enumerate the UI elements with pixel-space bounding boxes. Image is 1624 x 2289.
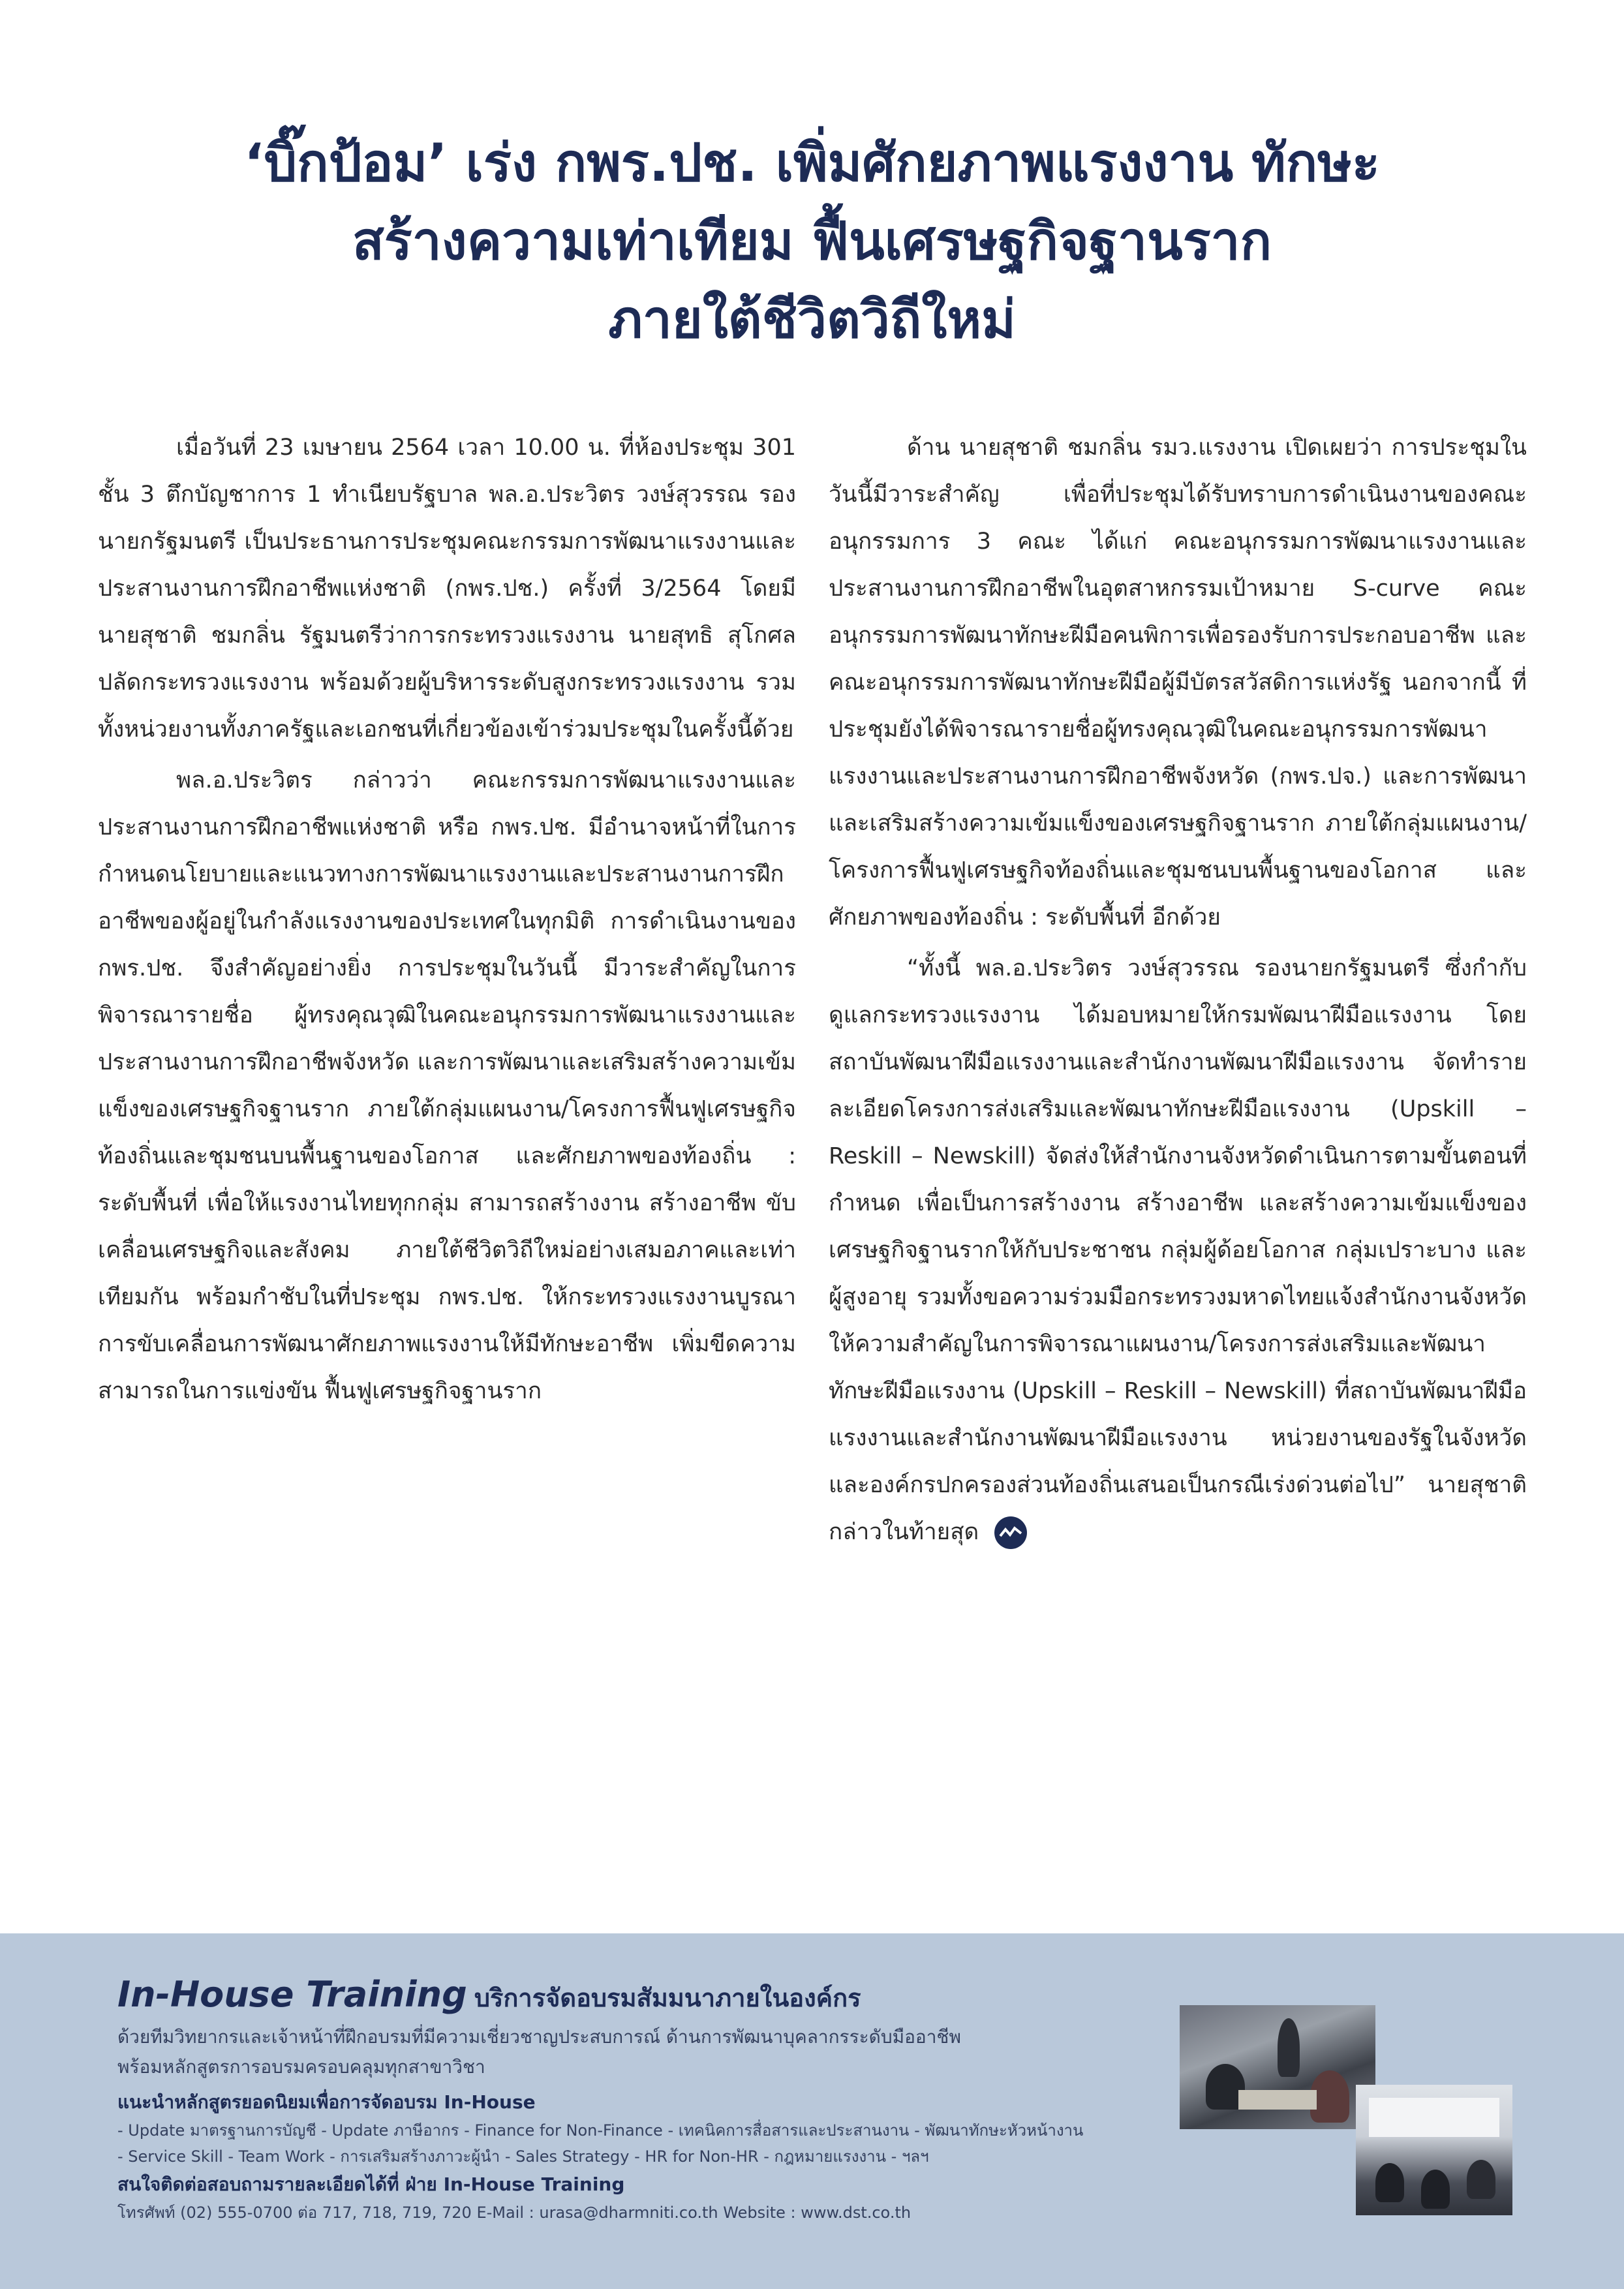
right-column xyxy=(829,424,1527,1559)
left-paragraph-2: พล.อ.ประวิตร กล่าวว่า คณะกรรมการพัฒนาแรงงานและประสานงานการฝึกอาชีพแห่งชาติ หรือ กพร.ปช. มีอำนาจหน้าที่ในการกำหนดนโยบายและแนวทางการพัฒนาแรงงานและประสานงานการฝึกอาชีพของผู้อยู่ในกำลังแรงงานของประเทศในทุกมิติ การดำเนินงานของ กพร.ปช. จึงสำคัญอย่างยิ่ง การประชุมในวันนี้ มีวาระสำคัญในการพิจารณารายชื่อ ผู้ทรงคุณวุฒิในคณะอนุกรรมการพัฒนาแรงงานและประสานงานการฝึกอาชีพจังหวัด และการพัฒนาและเสริมสร้างความเข้มแข็งของเศรษฐกิจฐานราก ภายใต้กลุ่มแผนงาน/โครงการฟื้นฟูเศรษฐกิจท้องถิ่นและชุมชนบนพื้นฐานของโอกาส และศักยภาพของท้องถิ่น : ระดับพื้นที่ เพื่อให้แรงงานไทยทุกกลุ่ม สามารถสร้างงาน สร้างอาชีพ ขับเคลื่อนเศรษฐกิจและสังคม ภายใต้ชีวิตวิถีใหม่อย่างเสมอภาคและเท่าเทียมกัน พร้อมกำชับในที่ประชุม กพร.ปช. ให้กระทรวงแรงงานบูรณาการขับเคลื่อนการพัฒนาศักยภาพแรงงานให้มีทักษะอาชีพ เพิ่มขีดความสามารถในการแข่งขัน ฟื้นฟูเศรษฐกิจฐานราก xyxy=(98,767,796,1404)
contact-line: โทรศัพท์ (02) 555-0700 ต่อ 717, 718, 719, 720 E-Mail : urasa@dharmniti.co.th Website : www.dst.co.th xyxy=(117,2204,912,2222)
banner-title xyxy=(117,1974,861,2018)
right-paragraph-1: ด้าน นายสุชาติ ชมกลิ่น รมว.แรงงาน เปิดเผยว่า การประชุมในวันนี้มีวาระสำคัญ เพื่อที่ประชุมได้รับทราบการดำเนินงานของคณะอนุกรรมการ 3 คณะ ได้แก่ คณะอนุกรรมการพัฒนาแรงงานและประสานงานการฝึกอาชีพในอุตสาหกรรมเป้าหมาย S-curve คณะอนุกรรมการพัฒนาทักษะฝีมือคนพิการเพื่อรองรับการประกอบอาชีพ และคณะอนุกรรมการพัฒนาทักษะฝีมือผู้มีบัตรสวัสดิการแห่งรัฐ นอกจากนี้ ที่ประชุมยังได้พิจารณารายชื่อผู้ทรงคุณวุฒิในคณะอนุกรรมการพัฒนาแรงงานและประสานงานการฝึกอาชีพจังหวัด (กพร.ปจ.) และการพัฒนาและเสริมสร้างความเข้มแข็งของเศรษฐกิจฐานราก ภายใต้กลุ่มแผนงาน/โครงการฟื้นฟูเศรษฐกิจท้องถิ่นและชุมชนบนพื้นฐานของโอกาส และศักยภาพของท้องถิ่น : ระดับพื้นที่ อีกด้วย xyxy=(829,435,1527,930)
right-paragraph-2-text: “ทั้งนี้ พล.อ.ประวิตร วงษ์สุวรรณ รองนายกรัฐมนตรี ซึ่งกำกับดูแลกระทรวงแรงงาน ได้มอบหมายให้กรมพัฒนาฝีมือแรงงาน โดยสถาบันพัฒนาฝีมือแรงงานและสำนักงานพัฒนาฝีมือแรงงาน จัดทำรายละเอียดโครงการส่งเสริมและพัฒนาทักษะฝีมือแรงงาน (Upskill – Reskill – Newskill) จัดส่งให้สำนักงานจังหวัดดำเนินการตามขั้นตอนที่กำหนด เพื่อเป็นการสร้างงาน สร้างอาชีพ และสร้างความเข้มแข็งของเศรษฐกิจฐานรากให้กับประชาชน กลุ่มผู้ด้อยโอกาส กลุ่มเปราะบาง และผู้สูงอายุ รวมทั้งขอความร่วมมือกระทรวงมหาดไทยแจ้งสำนักงานจังหวัดให้ความสำคัญในการพิจารณาแผนงาน/โครงการส่งเสริมและพัฒนาทักษะฝีมือแรงงาน (Upskill – Reskill – Newskill) ที่สถาบันพัฒนาฝีมือแรงงานและสำนักงานพัฒนาฝีมือแรงงาน หน่วยงานของรัฐในจังหวัดและองค์กรปกครองส่วนท้องถิ่นเสนอเป็นกรณีเร่งด่วนต่อไป” นายสุชาติ กล่าวในท้ายสุด xyxy=(829,955,1527,1545)
in-house-training-banner xyxy=(0,1933,1624,2289)
contact-heading: สนใจติดต่อสอบถามรายละเอียดได้ที่ ฝ่าย In-House Training xyxy=(117,2174,625,2195)
courses-line-1: - Update มาตรฐานการบัญชี - Update ภาษีอากร - Finance for Non-Finance - เทคนิคการสื่อสารและประสานงาน - พัฒนาทักษะหัวหน้างาน xyxy=(117,2121,1084,2140)
training-photo-1 xyxy=(1180,2005,1375,2129)
right-paragraph-2 xyxy=(829,945,1527,1556)
headline-line-3: ภายใต้ชีวิตวิถีใหม่ xyxy=(608,289,1016,350)
headline-line-1: ‘บิ๊กป้อม’ เร่ง กพร.ปช. เพิ่มศักยภาพแรงงาน ทักษะ xyxy=(244,132,1380,193)
banner-title-sub: บริการจัดอบรมสัมมนาภายในองค์กร xyxy=(474,1984,861,2012)
left-column xyxy=(98,424,796,1419)
courses-line-2: - Service Skill - Team Work - การเสริมสร้างภาวะผู้นำ - Sales Strategy - HR for Non-HR - กฎหมายแรงงาน - ฯลฯ xyxy=(117,2147,929,2166)
courses-heading: แนะนำหลักสูตรยอดนิยมเพื่อการจัดอบรม In-House xyxy=(117,2091,536,2113)
banner-body xyxy=(117,2022,1135,2226)
left-paragraph-1: เมื่อวันที่ 23 เมษายน 2564 เวลา 10.00 น. ที่ห้องประชุม 301 ชั้น 3 ตึกบัญชาการ 1 ทำเนียบรัฐบาล พล.อ.ประวิตร วงษ์สุวรรณ รองนายกรัฐมนตรี เป็นประธานการประชุมคณะกรรมการพัฒนาแรงงานและประสานงานการฝึกอาชีพแห่งชาติ (กพร.ปช.) ครั้งที่ 3/2564 โดยมี นายสุชาติ ชมกลิ่น รัฐมนตรีว่าการกระทรวงแรงงาน นายสุทธิ สุโกศล ปลัดกระทรวงแรงงาน พร้อมด้วยผู้บริหารระดับสูงกระทรวงแรงงาน รวมทั้งหน่วยงานทั้งภาครัฐและเอกชนที่เกี่ยวข้องเข้าร่วมประชุมในครั้งนี้ด้วย xyxy=(98,435,796,743)
training-photo-2 xyxy=(1356,2085,1512,2215)
banner-line-1: ด้วยทีมวิทยากรและเจ้าหน้าที่ฝึกอบรมที่มีความเชี่ยวชาญประสบการณ์ ด้านการพัฒนาบุคลากรระดับมืออาชีพ xyxy=(117,2026,961,2048)
banner-title-main: In-House Training xyxy=(117,1974,467,2015)
headline-line-2: สร้างความเท่าเทียม ฟื้นเศรษฐกิจฐานราก xyxy=(352,211,1272,271)
banner-line-2: พร้อมหลักสูตรการอบรมครอบคลุมทุกสาขาวิชา xyxy=(117,2056,485,2078)
headline xyxy=(91,124,1533,359)
end-mark-icon xyxy=(994,1516,1027,1549)
